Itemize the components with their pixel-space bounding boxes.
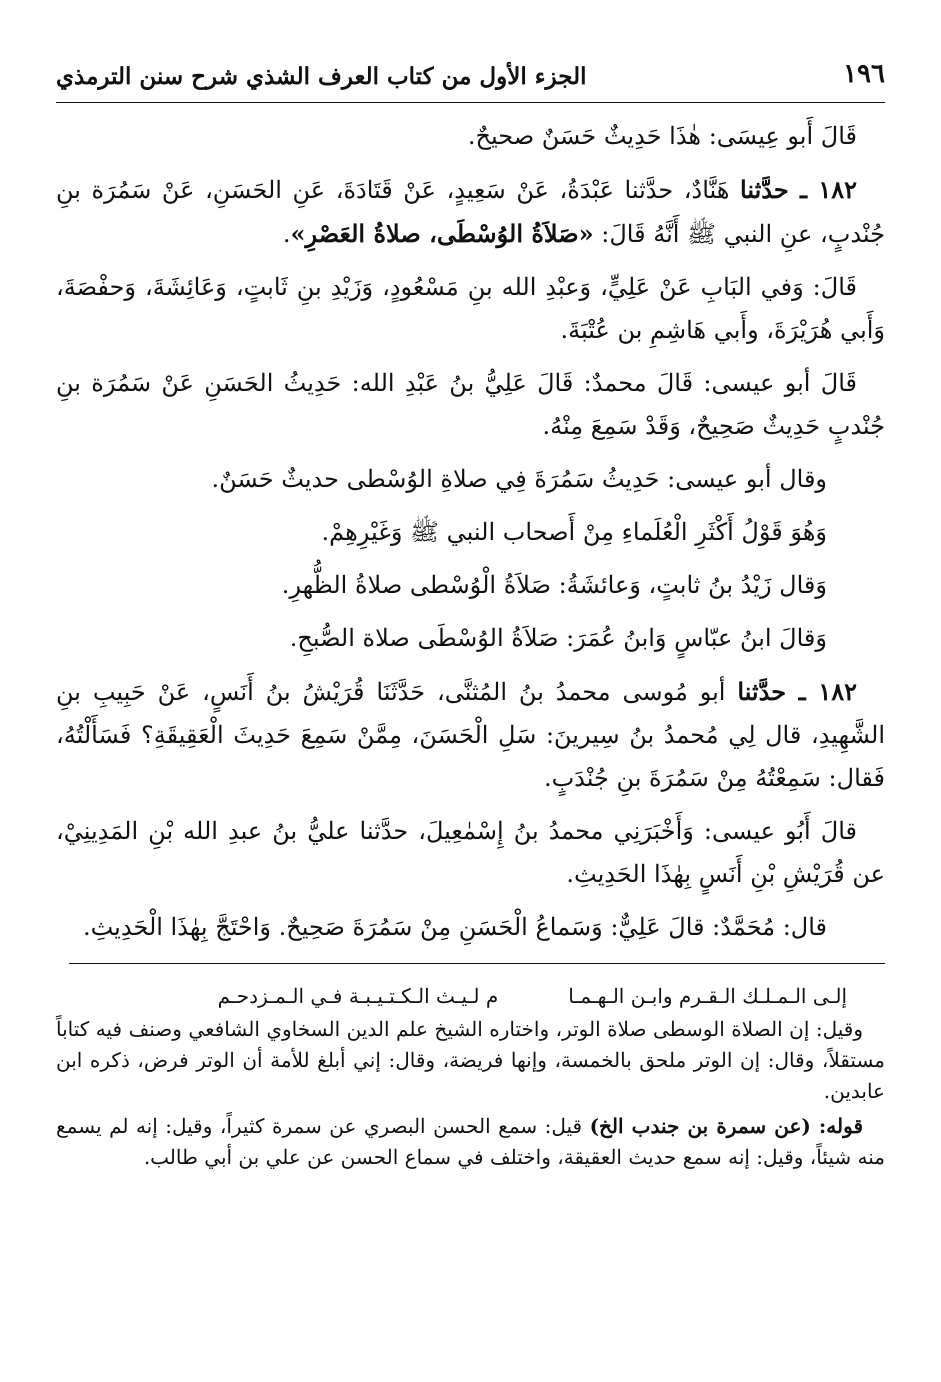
paragraph — [56, 810, 885, 896]
main-text — [56, 115, 885, 949]
footnote-text: قيل: سمع الحسن البصري عن سمرة كثيراً، وقيل: إنه لم يسمع منه شيئاً، وقيل: إنه سمع حديث العقيقة، واختلف في سماع الحسن عن علي بن أبي طالب. — [56, 1113, 885, 1169]
paragraph-tail: . — [282, 219, 291, 248]
hadith-number-lead: ١٨٢ ـ حدَّثنا — [740, 174, 857, 204]
footnote-text: وقيل: إن الصلاة الوسطى صلاة الوتر، واختاره الشيخ علم الدين السخاوي الشافعي وصنف فيه كتاباً مستقلاً، وقال: إن الوتر ملحق بالخمسة، وإنها فريضة، وقال: إني أبلغ للأمة أن الوتر فرض، ذكره ابن عابدين. — [56, 1016, 885, 1103]
paragraph-text: وَقال زَيْدُ بنُ ثابتٍ، وَعائشَةُ: صَلاَةُ الْوُسْطى صلاةُ الظُّهرِ. — [281, 570, 827, 599]
verse-hemistich-left: م لـيـث الـكـتـيـبـة فـي الـمـزدحـم — [217, 983, 499, 1008]
running-header — [56, 58, 885, 103]
page-number: ١٩٦ — [843, 59, 885, 89]
paragraph — [56, 511, 885, 554]
hadith-number-lead: ١٨٢ ـ حدَّثنا — [737, 676, 857, 706]
hadith-quote: «صَلاَةُ الوُسْطَى، صلاةُ العَصْرِ» — [290, 218, 594, 248]
paragraph-text: وقال أبو عيسى: حَدِيثُ سَمُرَةَ فِي صلاةِ الوُسْطى حديثٌ حَسَنٌ. — [211, 464, 827, 493]
verse-line — [56, 978, 885, 1014]
paragraph — [56, 906, 885, 949]
paragraph-text: أبو مُوسى محمدُ بنُ المُثنَّى، حَدَّثَنَا قُرَيْشُ بنُ أَنَسٍ، عَنْ حَبِيبِ بنِ الشَّهِيدِ، قال لِي مُحمدُ بنُ سِيرينَ: سَلِ الْحَسَنَ، مِمَّنْ سَمِعَ حَدِيثَ الْعَقِيقَةِ؟ فَسَأَلْتُهُ، فَقال: سَمِعْتُهُ مِنْ سَمُرَةَ بنِ جُنْدَبٍ. — [56, 677, 885, 792]
paragraph — [56, 617, 885, 660]
footnote — [56, 1014, 885, 1107]
hadith-paragraph — [56, 670, 885, 800]
paragraph — [56, 564, 885, 607]
paragraph — [56, 115, 885, 158]
paragraph-text: قَالَ أبو عيسى: قَالَ محمدٌ: قَالَ عَلِيُّ بنُ عَبْدِ الله: حَدِيثُ الحَسَنِ عَنْ سَمُرَة بنِ جُنْدبٍ حَدِيثٌ صَحِيحٌ، وَقَدْ سَمِعَ مِنْهُ. — [56, 368, 885, 440]
paragraph — [56, 362, 885, 448]
hadith-paragraph — [56, 168, 885, 256]
footnote-lead: قوله: (عن سمرة بن جندب الخ) — [589, 1113, 864, 1138]
footnote-divider — [69, 963, 885, 964]
footnotes — [56, 978, 885, 1173]
book-title: الجزء الأول من كتاب العرف الشذي شرح سنن الترمذي — [56, 62, 587, 90]
paragraph-text: وَقالَ ابنُ عبّاسٍ وَابنُ عُمَرَ: صَلاَةُ الوُسْطَى صلاة الصُّبحِ. — [289, 623, 827, 652]
paragraph-text: قال: مُحَمَّدٌ: قالَ عَلِيٌّ: وَسَماعُ الْحَسَنِ مِنْ سَمُرَةَ صَحِيحٌ. وَاحْتَجَّ بِهٰذَا الْحَدِيثِ. — [82, 912, 827, 941]
paragraph — [56, 458, 885, 501]
verse-hemistich-right: إلـى الـمـلـك الـقـرم وابـن الـهـمـا — [568, 983, 847, 1008]
paragraph-text: قَالَ أَبو عِيسَى: هٰذَا حَدِيثٌ حَسَنٌ صحيحٌ. — [467, 121, 857, 150]
paragraph-text: قَالَ: وَفي البَابِ عَنْ عَلِيٍّ، وَعبْدِ الله بنِ مَسْعُودٍ، وَزَيْدِ بنِ ثَابتٍ، وَعَائِشَةَ، وَحفْصَةَ، وَأَبي هُرَيْرَةَ، وأَبي هَاشِمِ بن عُتْبَةَ. — [56, 272, 885, 344]
footnote — [56, 1111, 885, 1173]
paragraph-text: هَنَّادٌ، حدَّثنا عَبْدَةُ، عَنْ سَعِيدٍ، عَنْ قَتَادَةَ، عَنِ الحَسَنِ، عَنْ سَمُرَة بنِ جُنْدبٍ، عنِ النبي ﷺ أَنَّهُ قَالَ: — [56, 175, 885, 248]
paragraph-text: قالَ أَبُو عيسى: وَأَخْبَرَنِي محمدُ بنُ إِسْمٰعِيلَ، حدَّثنا عليُّ بنُ عبدِ الله بْنِ المَدِينِيْ، عن قُرَيْشِ بْنِ أَنَسٍ بِهٰذَا الحَدِيثِ. — [56, 816, 885, 888]
document-page — [56, 58, 885, 1177]
paragraph-text: وَهُوَ قَوْلُ أَكْثَرِ الْعُلَماءِ مِنْ أَصحاب النبي ﷺ وَغَيْرِهِمْ. — [321, 517, 827, 546]
paragraph — [56, 266, 885, 352]
